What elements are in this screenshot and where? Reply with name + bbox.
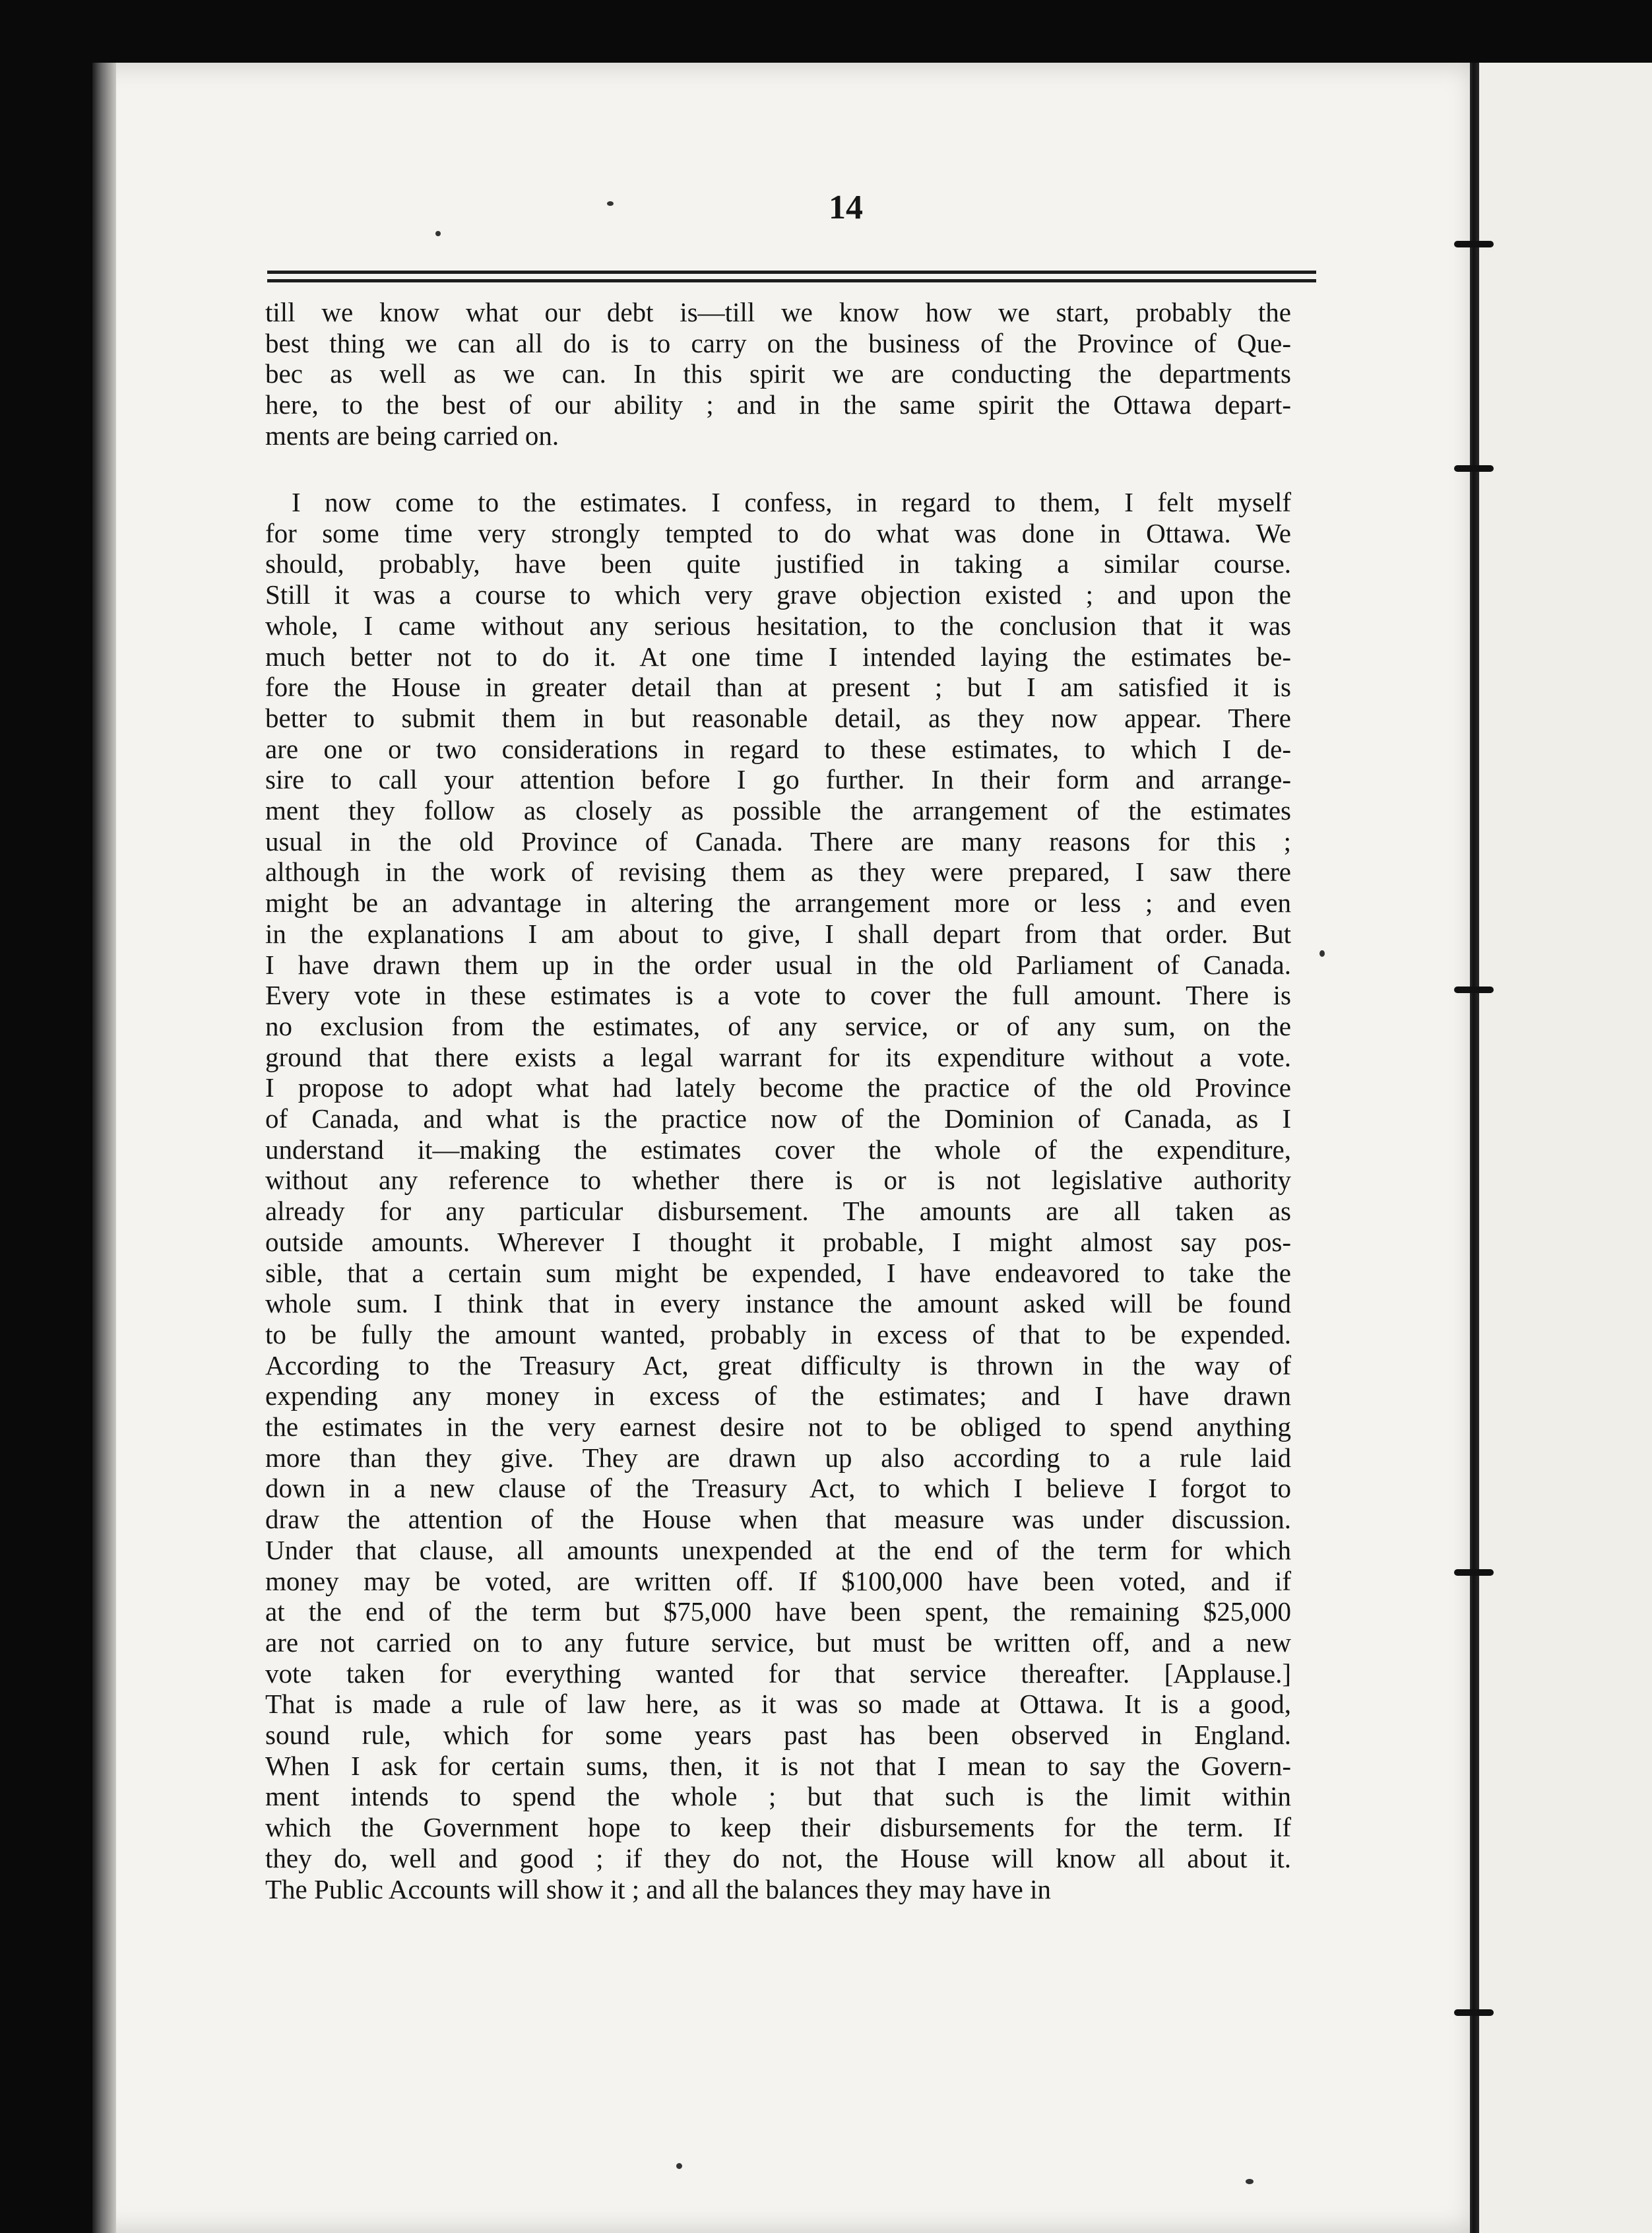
text-line: When I ask for certain sums, then, it is not that I mean to say the Govern- bbox=[265, 1751, 1291, 1781]
text-line: Every vote in these estimates is a vote to cover the full amount. There is bbox=[265, 980, 1291, 1010]
text-line: more than they give. They are drawn up also according to a rule laid bbox=[265, 1442, 1291, 1473]
text-line: ment they follow as closely as possible the arrangement of the estimates bbox=[265, 795, 1291, 825]
text-line: money may be voted, are written off. If $100,000 have been voted, and if bbox=[265, 1566, 1291, 1596]
scan-speck bbox=[676, 2163, 682, 2169]
text-line: without any reference to whether there is or is not legislative authority bbox=[265, 1165, 1291, 1195]
text-line: are one or two considerations in regard to these estimates, to which I de- bbox=[265, 734, 1291, 764]
text-line: usual in the old Province of Canada. There are many reasons for this ; bbox=[265, 826, 1291, 857]
scan-speck bbox=[607, 201, 614, 206]
scan-speck bbox=[435, 231, 441, 236]
text-line: already for any particular disbursement. The amounts are all taken as bbox=[265, 1196, 1291, 1226]
text-line: According to the Treasury Act, great difficulty is thrown in the way of bbox=[265, 1350, 1291, 1380]
text-line: best thing we can all do is to carry on the business of the Province of Que- bbox=[265, 328, 1291, 358]
text-line: at the end of the term but $75,000 have been spent, the remaining $25,000 bbox=[265, 1596, 1291, 1627]
text-line: better to submit them in but reasonable detail, as they now appear. There bbox=[265, 703, 1291, 733]
text-line: The Public Accounts will show it ; and all the balances they may have in bbox=[265, 1874, 1052, 1904]
text-line: here, to the best of our ability ; and in the same spirit the Ottawa depart- bbox=[265, 389, 1291, 420]
scan-speck bbox=[1319, 950, 1325, 957]
text-line: ment intends to spend the whole ; but that such is the limit within bbox=[265, 1781, 1291, 1811]
text-line: That is made a rule of law here, as it was so made at Ottawa. It is a good, bbox=[265, 1689, 1291, 1719]
text-line: vote taken for everything wanted for that service thereafter. [Applause.] bbox=[265, 1658, 1291, 1689]
text-line: no exclusion from the estimates, of any service, or of any sum, on the bbox=[265, 1011, 1291, 1041]
text-line: draw the attention of the House when that measure was under discussion. bbox=[265, 1504, 1291, 1534]
text-line: to be fully the amount wanted, probably in excess of that to be expended. bbox=[265, 1319, 1291, 1349]
text-line: although in the work of revising them as they were prepared, I saw there bbox=[265, 857, 1291, 887]
text-line: sire to call your attention before I go further. In their form and arrange- bbox=[265, 764, 1291, 794]
text-line: I now come to the estimates. I confess, in regard to them, I felt myself bbox=[292, 487, 1291, 517]
text-line: I propose to adopt what had lately become the practice of the old Province bbox=[265, 1072, 1291, 1103]
text-line: in the explanations I am about to give, I shall depart from that order. But bbox=[265, 919, 1291, 949]
text-line: till we know what our debt is—till we know how we start, probably the bbox=[265, 297, 1291, 327]
text-line: outside amounts. Wherever I thought it probable, I might almost say pos- bbox=[265, 1227, 1291, 1257]
text-line: much better not to do it. At one time I intended laying the estimates be- bbox=[265, 641, 1291, 672]
text-line: ground that there exists a legal warrant for its expenditure without a vote. bbox=[265, 1042, 1291, 1072]
text-line: which the Government hope to keep their disbursements for the term. If bbox=[265, 1812, 1291, 1842]
text-line: might be an advantage in altering the arrangement more or less ; and even bbox=[265, 888, 1291, 918]
text-line: down in a new clause of the Treasury Act, to which I believe I forgot to bbox=[265, 1473, 1291, 1503]
text-line: bec as well as we can. In this spirit we are conducting the departments bbox=[265, 358, 1291, 389]
text-line: the estimates in the very earnest desire not to be obliged to spend anything bbox=[265, 1411, 1291, 1442]
text-line: expending any money in excess of the estimates; and I have drawn bbox=[265, 1380, 1291, 1411]
text-line: they do, well and good ; if they do not, the House will know all about it. bbox=[265, 1843, 1291, 1873]
text-line: of Canada, and what is the practice now of the Dominion of Canada, as I bbox=[265, 1103, 1291, 1134]
text-line: I have drawn them up in the order usual in the old Parliament of Canada. bbox=[265, 950, 1291, 980]
page-number: 14 bbox=[829, 189, 863, 226]
text-line: Under that clause, all amounts unexpended at the end of the term for which bbox=[265, 1535, 1291, 1565]
text-line: fore the House in greater detail than at present ; but I am satisfied it is bbox=[265, 672, 1291, 702]
scan-speck bbox=[1246, 2179, 1254, 2184]
text-line: are not carried on to any future service, but must be written off, and a new bbox=[265, 1627, 1291, 1658]
text-line: ments are being carried on. bbox=[265, 420, 559, 451]
text-line: sible, that a certain sum might be expended, I have endeavored to take the bbox=[265, 1258, 1291, 1288]
text-line: whole, I came without any serious hesitation, to the conclusion that it was bbox=[265, 610, 1291, 641]
text-line: should, probably, have been quite justified in taking a similar course. bbox=[265, 548, 1291, 579]
text-line: Still it was a course to which very grave objection existed ; and upon the bbox=[265, 579, 1291, 610]
text-line: whole sum. I think that in every instance the amount asked will be found bbox=[265, 1288, 1291, 1318]
text-line: for some time very strongly tempted to do what was done in Ottawa. We bbox=[265, 518, 1291, 548]
text-line: sound rule, which for some years past has been observed in England. bbox=[265, 1720, 1291, 1750]
text-line: understand it—making the estimates cover the whole of the expenditure, bbox=[265, 1134, 1291, 1165]
